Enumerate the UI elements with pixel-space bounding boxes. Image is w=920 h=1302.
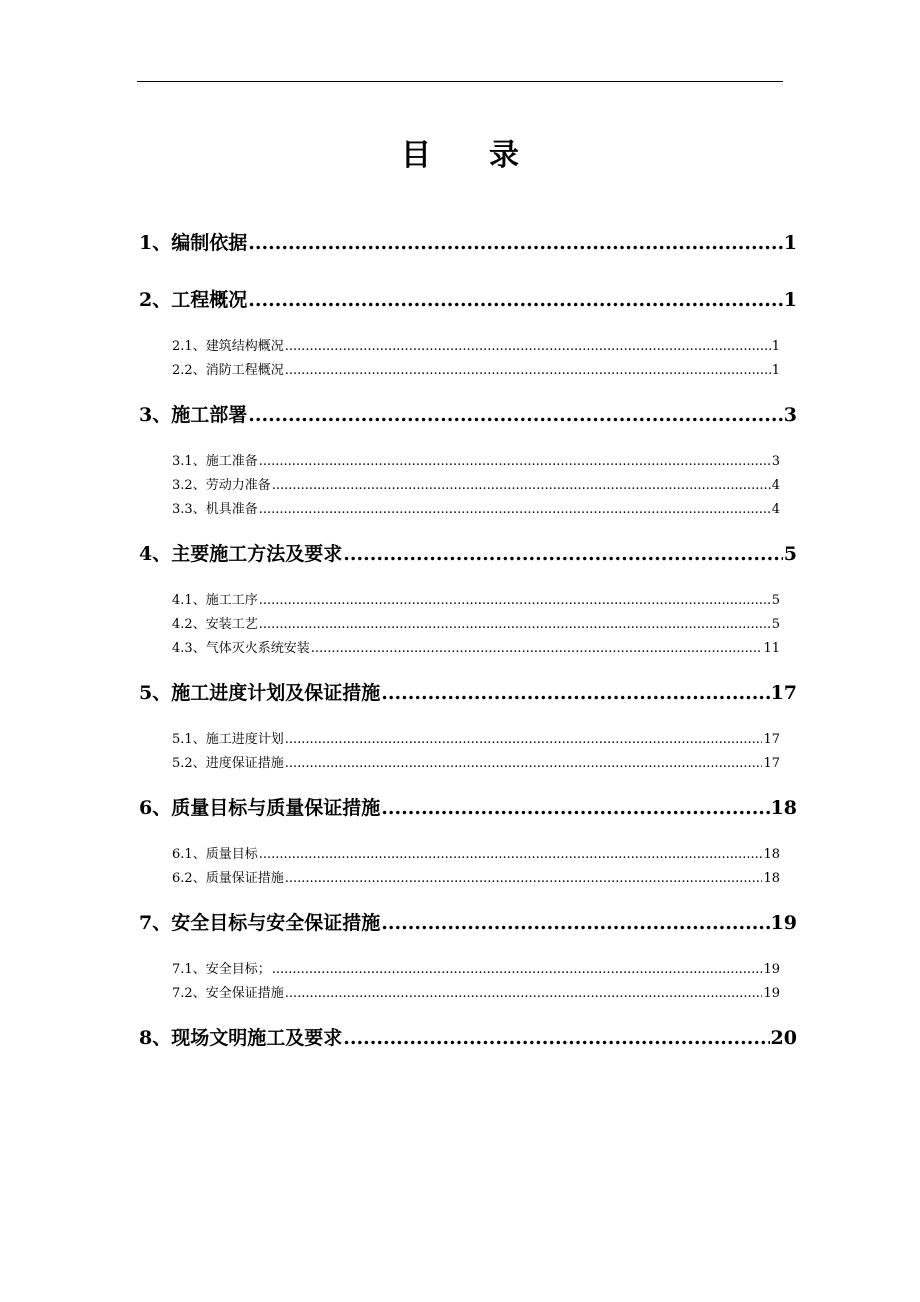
dot-leader (259, 593, 771, 608)
toc-entry-6-1[interactable] (172, 843, 780, 863)
toc-entry-3-2[interactable] (172, 474, 780, 494)
toc-page-number: 5 (771, 617, 780, 632)
toc-entry-label: 3.3、机具准备 (172, 502, 258, 517)
toc-entry-2-2[interactable] (172, 359, 780, 379)
toc-entry-label: 3、施工部署 (139, 404, 248, 426)
toc-entry-label: 5.2、进度保证措施 (172, 756, 284, 771)
toc-page-number: 1 (771, 363, 780, 378)
toc-entry-label: 4.3、气体灭火系统安装 (172, 641, 310, 656)
toc-entry-6[interactable] (139, 793, 797, 823)
toc-entry-5-2[interactable] (172, 752, 780, 772)
toc-page-number: 3 (771, 454, 780, 469)
dot-leader (285, 986, 763, 1001)
toc-entry-label: 6.2、质量保证措施 (172, 871, 284, 886)
dot-leader (259, 502, 771, 517)
dot-leader (272, 478, 771, 493)
dot-leader (381, 682, 769, 704)
dot-leader (381, 912, 769, 934)
toc-page-number: 19 (763, 986, 780, 1001)
dot-leader (343, 1027, 769, 1049)
toc-entry-label: 7.1、安全目标； (172, 962, 271, 977)
toc-entry-4-1[interactable] (172, 589, 780, 609)
toc-page-number: 1 (771, 339, 780, 354)
toc-page-number: 17 (770, 682, 797, 704)
toc-entry-label: 7、安全目标与安全保证措施 (139, 912, 381, 934)
toc-entry-label: 5.1、施工进度计划 (172, 732, 284, 747)
toc-entry-label: 8、现场文明施工及要求 (139, 1027, 343, 1049)
toc-entry-5[interactable] (139, 678, 797, 708)
toc-page-number: 1 (783, 232, 797, 254)
toc-entry-2-1[interactable] (172, 335, 780, 355)
page-title: 目录 (401, 138, 577, 173)
header-rule (137, 81, 783, 82)
toc-page-number: 18 (770, 797, 797, 819)
dot-leader (259, 847, 763, 862)
toc-entry-label: 4.2、安装工艺 (172, 617, 258, 632)
toc-entry-6-2[interactable] (172, 867, 780, 887)
toc-page-number: 18 (763, 871, 780, 886)
toc-entry-7[interactable] (139, 908, 797, 938)
toc-entry-label: 2.2、消防工程概况 (172, 363, 284, 378)
toc-entry-4-3[interactable] (172, 637, 780, 657)
dot-leader (311, 641, 763, 656)
toc-page-number: 17 (763, 732, 780, 747)
toc-entry-label: 4、主要施工方法及要求 (139, 543, 343, 565)
toc-page-number: 20 (770, 1027, 797, 1049)
dot-leader (259, 454, 771, 469)
toc-page-number: 11 (763, 641, 780, 656)
dot-leader (381, 797, 769, 819)
dot-leader (285, 871, 763, 886)
toc-page-number: 4 (771, 502, 780, 517)
toc-page-number: 5 (783, 543, 797, 565)
toc-entry-1[interactable] (139, 228, 797, 258)
toc-entry-label: 2、工程概况 (139, 289, 248, 311)
toc-entry-label: 3.1、施工准备 (172, 454, 258, 469)
toc-page-number: 3 (783, 404, 797, 426)
toc-page-number: 19 (770, 912, 797, 934)
toc-entry-3-3[interactable] (172, 498, 780, 518)
dot-leader (343, 543, 783, 565)
dot-leader (248, 232, 783, 254)
toc-entry-8[interactable] (139, 1023, 797, 1053)
toc-entry-label: 5、施工进度计划及保证措施 (139, 682, 381, 704)
toc-page-number: 17 (763, 756, 780, 771)
toc-entry-2[interactable] (139, 285, 797, 315)
toc-entry-3[interactable] (139, 400, 797, 430)
toc-entry-label: 6、质量目标与质量保证措施 (139, 797, 381, 819)
toc-entry-label: 2.1、建筑结构概况 (172, 339, 284, 354)
toc-entry-label: 3.2、劳动力准备 (172, 478, 271, 493)
toc-entry-4-2[interactable] (172, 613, 780, 633)
toc-entry-label: 7.2、安全保证措施 (172, 986, 284, 1001)
dot-leader (285, 732, 763, 747)
toc-entry-label: 4.1、施工工序 (172, 593, 258, 608)
toc-entry-7-1[interactable] (172, 958, 780, 978)
toc-page-number: 18 (763, 847, 780, 862)
toc-page-number: 5 (771, 593, 780, 608)
toc-entry-5-1[interactable] (172, 728, 780, 748)
dot-leader (272, 962, 763, 977)
toc-page-number: 1 (783, 289, 797, 311)
toc-entry-4[interactable] (139, 539, 797, 569)
toc-entry-label: 1、编制依据 (139, 232, 248, 254)
toc-entry-label: 6.1、质量目标 (172, 847, 258, 862)
dot-leader (259, 617, 771, 632)
toc-entry-3-1[interactable] (172, 450, 780, 470)
toc-page-number: 4 (771, 478, 780, 493)
toc-page-number: 19 (763, 962, 780, 977)
dot-leader (285, 756, 763, 771)
dot-leader (248, 289, 783, 311)
dot-leader (248, 404, 783, 426)
dot-leader (285, 363, 771, 378)
toc-entry-7-2[interactable] (172, 982, 780, 1002)
dot-leader (285, 339, 771, 354)
